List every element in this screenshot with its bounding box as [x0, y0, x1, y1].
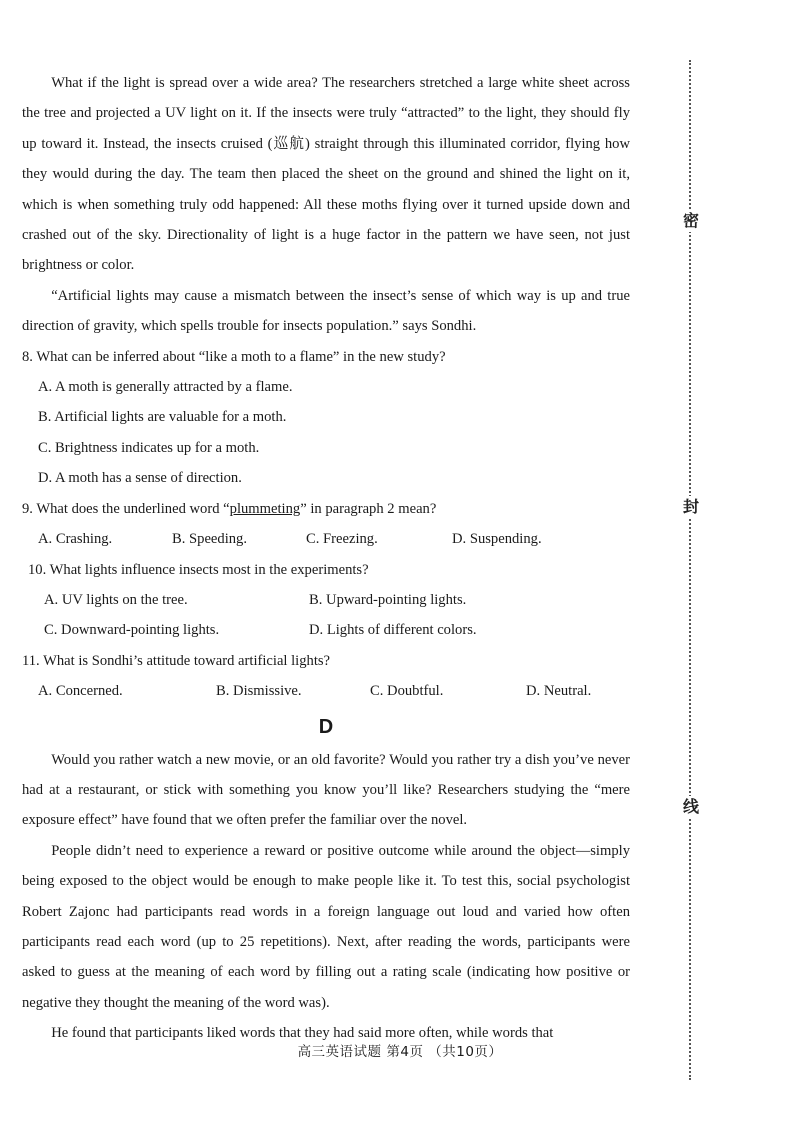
- question-8-option-b: B. Artificial lights are valuable for a moth.: [38, 409, 287, 426]
- question-8-stem: 8. What can be inferred about “like a moth to a flame” in the new study?: [22, 348, 446, 365]
- question-9-options: [22, 524, 630, 554]
- passage-c-paragraph: “Artificial lights may cause a mismatch between the insect’s sense of which way is up and true direction of gravity, which spells trouble for insects population.” says Sondhi.: [22, 287, 630, 335]
- question-11-option-d: D. Neutral.: [526, 683, 592, 700]
- question-11-option-a: A. Concerned.: [38, 683, 123, 700]
- question-9-option-c: C. Freezing.: [306, 531, 378, 548]
- question-10-option-b: B. Upward-pointing lights.: [309, 591, 467, 608]
- binding-margin: [683, 60, 703, 1080]
- question-9-option-b: B. Speeding.: [172, 531, 247, 548]
- passage-c-paragraph: What if the light is spread over a wide area? The researchers stretched a large white sheet across the tree and projected a UV light on it. If the insects were truly “attracted” to the light, they should fly up toward it. Instead, the insects cruised (巡航) straight through this illuminated corridor, flying how they would during the day. The team then placed the sheet on the ground and shined the light on it, which is when something truly odd happened: All these moths flying over it turned upside down and crashed out of the sky. Directionality of light is a huge factor in the pattern we have seen, not just brightness or color.: [22, 75, 630, 274]
- question-8-option-d: D. A moth has a sense of direction.: [38, 470, 242, 487]
- question-10-option-a: A. UV lights on the tree.: [44, 591, 188, 608]
- page-footer: 高三英语试题 第4页 （共10页）: [297, 1044, 503, 1060]
- question-10-stem: 10. What lights influence insects most in the experiments?: [28, 561, 369, 578]
- question-9-option-a: A. Crashing.: [38, 531, 113, 548]
- page-content: [22, 68, 630, 1049]
- question-10-options-row-1: [22, 585, 630, 615]
- question-11-stem: 11. What is Sondhi’s attitude toward artificial lights?: [22, 652, 331, 669]
- passage-d-paragraph: People didn’t need to experience a reward or positive outcome while around the object—simply being exposed to the object would be enough to make people like it. To test this, social psychologist Robert Zajonc had participants read words in a foreign language out loud and varied how often participants read each word (up to 25 repetitions). Next, after reading the words, participants were asked to guess at the meaning of each word by filling out a rating scale (indicating how positive or negative they thought the meaning of the word was).: [22, 842, 630, 1011]
- passage-d-paragraph: Would you rather watch a new movie, or an old favorite? Would you rather try a dish you’ve never had at a restaurant, or stick with something you know you’ll like? Researchers studying the “mere exposure effect” have found that we often prefer the familiar over the novel.: [22, 751, 630, 829]
- seal-mark: 密: [679, 210, 703, 232]
- question-11-option-b: B. Dismissive.: [216, 683, 302, 700]
- seal-mark: 线: [679, 796, 703, 818]
- question-9-option-d: D. Suspending.: [452, 531, 542, 548]
- question-9-stem-end: ” in paragraph 2 mean?: [300, 500, 437, 517]
- section-title: D: [318, 715, 334, 738]
- seal-mark: 封: [679, 496, 703, 518]
- question-8-option-c: C. Brightness indicates up for a moth.: [38, 439, 260, 456]
- passage-d-paragraph: He found that participants liked words that they had said more often, while words that: [51, 1025, 554, 1042]
- question-9-stem-start: 9. What does the underlined word “: [22, 500, 230, 517]
- question-11-options: [22, 676, 630, 706]
- question-8-option-a: A. A moth is generally attracted by a flame.: [38, 379, 293, 396]
- question-10-options-row-2: [22, 615, 630, 645]
- question-10-option-c: C. Downward-pointing lights.: [44, 622, 220, 639]
- question-9-stem: [22, 494, 630, 524]
- question-11-option-c: C. Doubtful.: [370, 683, 444, 700]
- underlined-word: plummeting: [229, 500, 301, 517]
- question-10-option-d: D. Lights of different colors.: [309, 622, 477, 639]
